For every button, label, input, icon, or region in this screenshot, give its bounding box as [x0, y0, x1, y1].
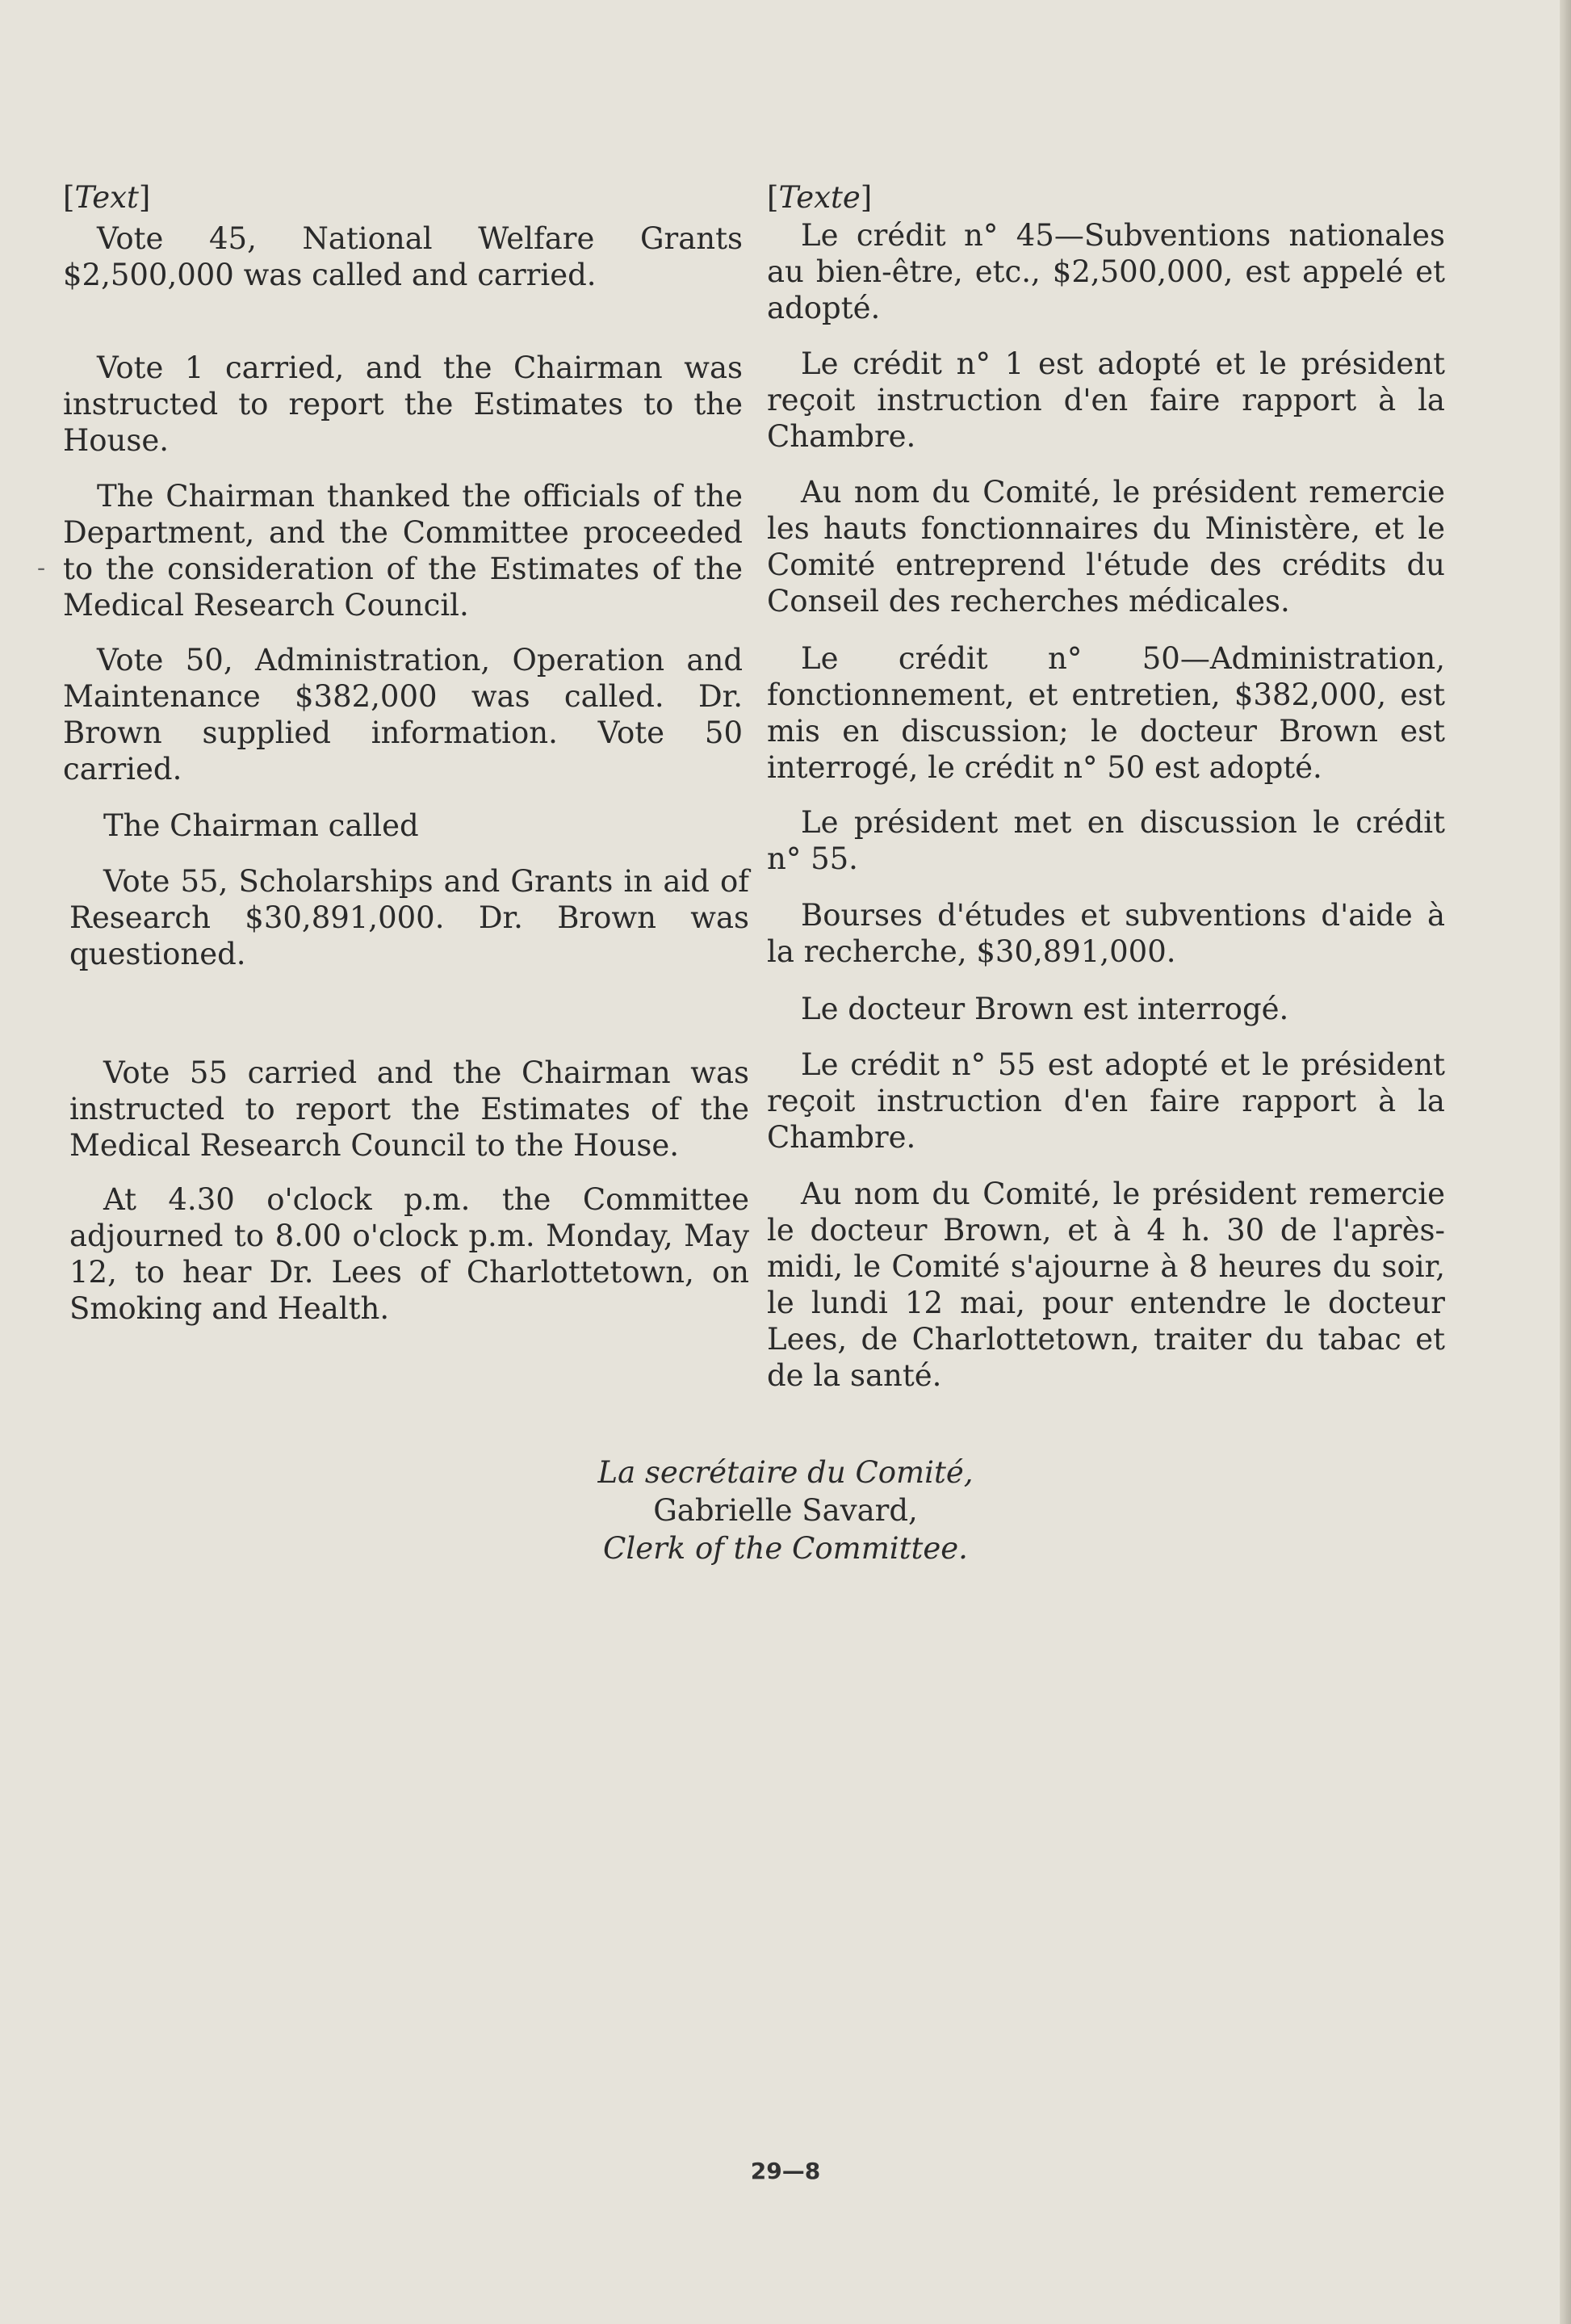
english-paragraph: The Chairman thanked the officials of the Department, and the Committee proceeded to the consideration of the Estimates of the Medical Research Council. — [63, 479, 743, 623]
french-paragraph: Le crédit n° 50—Administration, fonctionnement, et entretien, $382,000, est mis en discussion; le docteur Brown est interrogé, le crédit n° 50 est adopté. — [767, 641, 1445, 785]
french-paragraph: Le crédit n° 1 est adopté et le président reçoit instruction d'en faire rapport à la Chambre. — [767, 346, 1445, 454]
french-paragraph: Le crédit n° 45—Subventions nationales au bien-être, etc., $2,500,000, est appelé et adopté. — [767, 218, 1445, 325]
french-paragraph: Le président met en discussion le crédit n° 55. — [767, 805, 1445, 876]
signature-title-fr: La secrétaire du Comité, — [597, 1455, 974, 1490]
french-paragraph: Au nom du Comité, le président remercie les hauts fonctionnaires du Ministère, et le Comité entreprend l'étude des crédits du Conseil des recherches médicales. — [767, 475, 1445, 619]
english-paragraph: Vote 1 carried, and the Chairman was instructed to report the Estimates to the House. — [63, 350, 743, 458]
english-paragraph: At 4.30 o'clock p.m. the Committee adjourned to 8.00 o'clock p.m. Monday, May 12, to hear Dr. Lees of Charlottetown, on Smoking and Health. — [69, 1182, 749, 1326]
signature-title-en: Clerk of the Committee. — [603, 1531, 968, 1566]
page-number: 29—8 — [750, 2158, 821, 2184]
french-paragraph: Bourses d'études et subventions d'aide à la recherche, $30,891,000. — [767, 898, 1445, 969]
english-heading: [Text] — [63, 180, 151, 215]
english-paragraph: Vote 50, Administration, Operation and Maintenance $382,000 was called. Dr. Brown supplied information. Vote 50 carried. — [63, 643, 743, 787]
english-paragraph: Vote 45, National Welfare Grants $2,500,000 was called and carried. — [63, 221, 743, 292]
english-paragraph: The Chairman called — [103, 808, 419, 843]
french-paragraph: Au nom du Comité, le président remercie le docteur Brown, et à 4 h. 30 de l'après-midi, le Comité s'ajourne à 8 heures du soir, le lundi 12 mai, pour entendre le docteur Lees, de Charlottetown, traiter du tabac et de la santé. — [767, 1177, 1445, 1393]
french-paragraph: Le docteur Brown est interrogé. — [801, 992, 1289, 1026]
signature-block — [0, 1454, 1571, 1567]
english-paragraph: Vote 55 carried and the Chairman was instructed to report the Estimates of the Medical Research Council to the House. — [69, 1055, 749, 1163]
signature-name: Gabrielle Savard, — [653, 1493, 918, 1528]
margin-mark: - — [37, 554, 46, 582]
french-heading: [Texte] — [767, 180, 873, 215]
french-paragraph: Le crédit n° 55 est adopté et le président reçoit instruction d'en faire rapport à la Chambre. — [767, 1047, 1445, 1155]
english-paragraph: Vote 55, Scholarships and Grants in aid of Research $30,891,000. Dr. Brown was questioned. — [69, 864, 749, 971]
page-edge — [1560, 0, 1571, 2324]
